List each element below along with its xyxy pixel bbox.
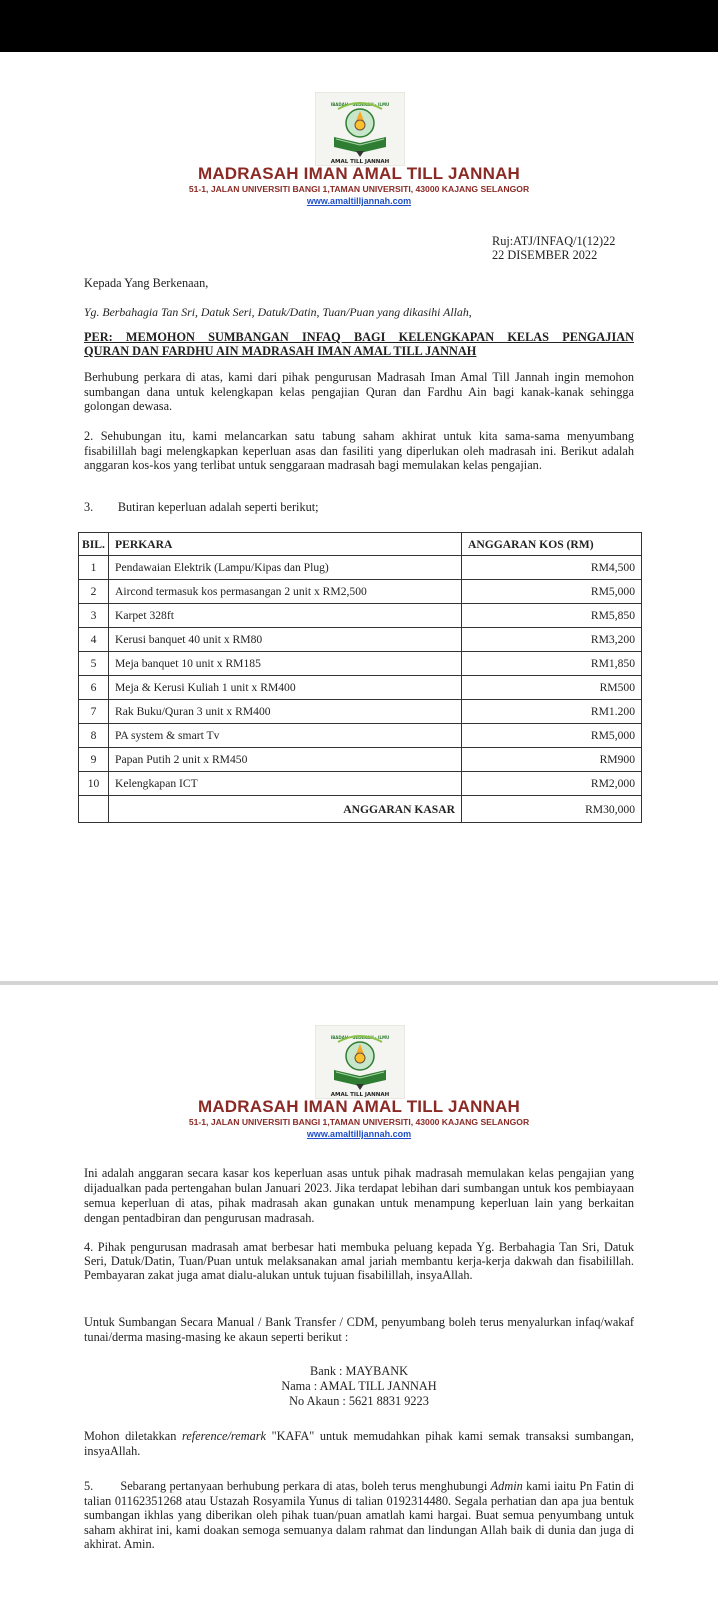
- total-empty-cell: [79, 796, 109, 823]
- table-row: [79, 580, 642, 604]
- table-row: [79, 604, 642, 628]
- row-number: 10: [79, 772, 109, 796]
- row-number: 7: [79, 700, 109, 724]
- table-row: [79, 628, 642, 652]
- subject-line-1: PER: MEMOHON SUMBANGAN INFAQ BAGI KELENGKAPAN KELAS PENGAJIAN: [84, 330, 634, 344]
- remark-post: "KAFA" untuk memudahkan pihak kami semak transaksi sumbangan, insyaAllah.: [84, 1429, 634, 1458]
- madrasah-address: 51-1, JALAN UNIVERSITI BANGI 1,TAMAN UNIVERSITI, 43000 KAJANG SELANGOR: [188, 1117, 530, 1127]
- row-number: 4: [79, 628, 109, 652]
- row-cost: RM500: [462, 676, 642, 700]
- table-row: [79, 652, 642, 676]
- row-number: 9: [79, 748, 109, 772]
- reference-number: Ruj:ATJ/INFAQ/1(12)22: [492, 234, 616, 248]
- account-name: Nama : AMAL TILL JANNAH: [281, 1379, 437, 1393]
- row-item: Pendawaian Elektrik (Lampu/Kipas dan Plug): [109, 556, 462, 580]
- logo-arc-text: IBADAH · SEDEKAH · ILMU: [330, 102, 390, 107]
- madrasah-website-link[interactable]: www.amaltilljannah.com: [306, 196, 412, 206]
- madrasah-address: 51-1, JALAN UNIVERSITI BANGI 1,TAMAN UNIVERSITI, 43000 KAJANG SELANGOR: [188, 184, 530, 194]
- table-row: [79, 556, 642, 580]
- row-item: Aircond termasuk kos permasangan 2 unit x RM2,500: [109, 580, 462, 604]
- para5-post: kami iaitu Pn Fatin di talian 01162351268 atau Ustazah Rosyamila Yunus di talian 0192314480. Segala perhatian dan apa jua bentuk sumbangan ikhlas yang diberikan oleh pihak tuan/puan amatlah kami hargai. Buat semua penyumbang untuk saham akhirat ini, kami doakan semoga semuanya dalam rahmat dan lindungan Allah baik di dunia dan juga di akhirat. Amin.: [84, 1479, 635, 1551]
- table-row: [79, 700, 642, 724]
- row-cost: RM5,850: [462, 604, 642, 628]
- subject-line-2: QURAN DAN FARDHU AIN MADRASAH IMAN AMAL TILL JANNAH: [84, 344, 477, 358]
- header-kos: ANGGARAN KOS (RM): [462, 533, 642, 556]
- top-bar: [0, 0, 718, 52]
- row-number: 1: [79, 556, 109, 580]
- paragraph-2: 2. Sehubungan itu, kami melancarkan satu tabung saham akhirat untuk kita sama-sama menyumbang fisabilillah bagi melengkapkan keperluan asas dan fasiliti yang diperlukan oleh madrasah ini. Berikut adalah anggaran kos-kos yang terlibat untuk senggaraan madrasah bagi memulakan kelas pengajian.: [84, 429, 634, 472]
- row-cost: RM4,500: [462, 556, 642, 580]
- paragraph-1: Berhubung perkara di atas, kami dari pihak pengurusan Madrasah Iman Amal Till Jannah ingin memohon sumbangan dana untuk kelengkapan kelas pengajian Quran dan Fardhu Ain bagi kanak-kanak sehingga golongan dewasa.: [84, 370, 634, 413]
- row-number: 2: [79, 580, 109, 604]
- page2-remark: [84, 1429, 634, 1458]
- para5-pre: 5. Sebarang pertanyaan berhubung perkara di atas, boleh terus menghubungi: [84, 1479, 491, 1493]
- logo-arc-text: IBADAH · SEDEKAH · ILMU: [330, 1035, 390, 1040]
- row-item: Rak Buku/Quran 3 unit x RM400: [109, 700, 462, 724]
- remark-italic: reference/remark: [182, 1429, 266, 1443]
- header-bil: BIL.: [79, 533, 109, 556]
- recipient-line: Kepada Yang Berkenaan,: [84, 276, 209, 290]
- table-total-row: [79, 796, 642, 823]
- table-header-row: [79, 533, 642, 556]
- page2-manual-donation: Untuk Sumbangan Secara Manual / Bank Transfer / CDM, penyumbang boleh terus menyalurkan infaq/wakaf tunai/derma masing-masing ke akaun seperti berikut :: [84, 1315, 634, 1344]
- row-cost: RM1,850: [462, 652, 642, 676]
- row-number: 5: [79, 652, 109, 676]
- row-cost: RM2,000: [462, 772, 642, 796]
- header-perkara: PERKARA: [109, 533, 462, 556]
- table-row: [79, 676, 642, 700]
- row-cost: RM5,000: [462, 580, 642, 604]
- table-row: [79, 772, 642, 796]
- table-row: [79, 748, 642, 772]
- total-label: ANGGARAN KASAR: [109, 796, 462, 823]
- row-item: Karpet 328ft: [109, 604, 462, 628]
- madrasah-name: MADRASAH IMAN AMAL TILL JANNAH: [197, 164, 521, 183]
- logo-caption: AMAL TILL JANNAH: [330, 1092, 390, 1098]
- paragraph-3: 3. Butiran keperluan adalah seperti berikut;: [84, 500, 319, 514]
- row-number: 3: [79, 604, 109, 628]
- row-item: Meja & Kerusi Kuliah 1 unit x RM400: [109, 676, 462, 700]
- row-number: 6: [79, 676, 109, 700]
- remark-pre: Mohon diletakkan: [84, 1429, 182, 1443]
- total-value: RM30,000: [462, 796, 642, 823]
- row-item: Meja banquet 10 unit x RM185: [109, 652, 462, 676]
- madrasah-website-link[interactable]: www.amaltilljannah.com: [306, 1129, 412, 1139]
- letter-page-1: [0, 52, 718, 981]
- page2-paragraph-1: Ini adalah anggaran secara kasar kos keperluan asas untuk pihak madrasah memulakan kelas pengajian yang dijadualkan pada pertengahan bulan Januari 2023. Jika terdapat lebihan dari sumbangan untuk kos pembiayaan semua keperluan di atas, pihak madrasah akan gunakan untuk menampung keperluan lain yang berkaitan dengan pentadbiran dan pengurusan madrasah.: [84, 1166, 634, 1225]
- row-item: Kerusi banquet 40 unit x RM80: [109, 628, 462, 652]
- page2-paragraph-4: 4. Pihak pengurusan madrasah amat berbesar hati membuka peluang kepada Yg. Berbahagia Tan Sri, Datuk Seri, Datuk/Datin, Tuan/Puan untuk melaksanakan amal jariah membantu kerja-kerja dakwah dan fisabilillah. Pembayaran zakat juga amat dialu-alukan untuk tujuan fisabilillah, insyaAllah.: [84, 1240, 634, 1282]
- madrasah-name: MADRASAH IMAN AMAL TILL JANNAH: [197, 1097, 521, 1116]
- madrasah-logo: [315, 1025, 405, 1099]
- row-cost: RM5,000: [462, 724, 642, 748]
- para5-italic: Admin: [490, 1479, 523, 1493]
- table-row: [79, 724, 642, 748]
- row-item: Papan Putih 2 unit x RM450: [109, 748, 462, 772]
- bank-name: Bank : MAYBANK: [310, 1364, 408, 1378]
- row-number: 8: [79, 724, 109, 748]
- page2-paragraph-5: [84, 1479, 634, 1552]
- letter-page-2: [0, 985, 718, 1600]
- row-cost: RM3,200: [462, 628, 642, 652]
- letter-date: 22 DISEMBER 2022: [492, 248, 598, 262]
- cost-table: [78, 532, 642, 823]
- logo-caption: AMAL TILL JANNAH: [330, 159, 390, 165]
- salutation-line: Yg. Berbahagia Tan Sri, Datuk Seri, Datuk/Datin, Tuan/Puan yang dikasihi Allah,: [84, 305, 472, 319]
- row-cost: RM1.200: [462, 700, 642, 724]
- row-item: PA system & smart Tv: [109, 724, 462, 748]
- row-cost: RM900: [462, 748, 642, 772]
- row-item: Kelengkapan ICT: [109, 772, 462, 796]
- madrasah-logo: [315, 92, 405, 166]
- account-number: No Akaun : 5621 8831 9223: [289, 1394, 429, 1408]
